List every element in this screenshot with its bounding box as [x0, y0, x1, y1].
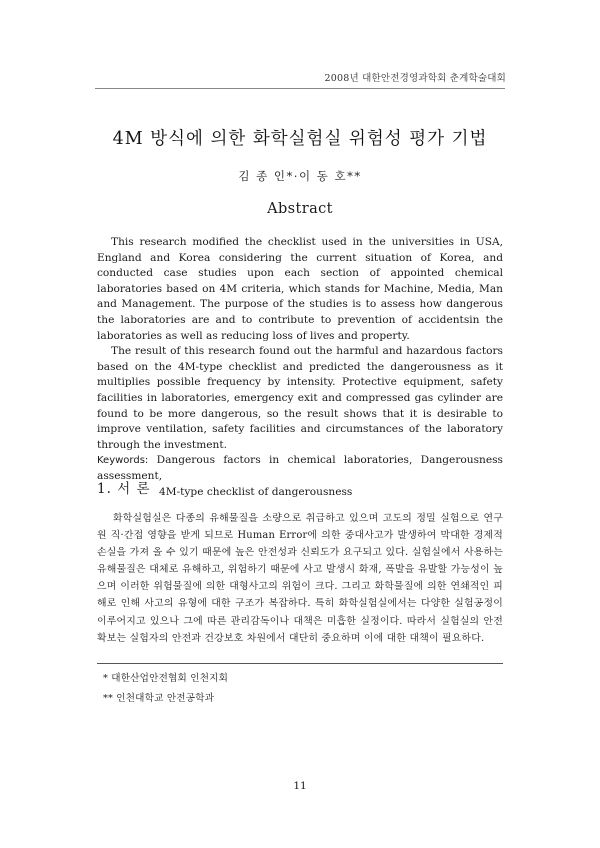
- abstract-heading: Abstract: [267, 201, 333, 217]
- author-line: 김 종 인*·이 동 호**: [238, 169, 362, 183]
- footnote-2: ** 인천대학교 안전공학과: [103, 693, 215, 704]
- introduction-paragraph: 화학실험실은 다종의 유해물질을 소량으로 취급하고 있으며 고도의 정밀 실험으로 연구원 직·간접 영향을 받게 되므로 Human Error에 의한 중대사고가 발생하여 막대한 경제적 손실을 가져 올 수 있기 때문에 높은 안전성과 신뢰도가 요구되고 있다. 실험실에서 사용하는 유해물질은 대체로 유해하고, 위험하기 때문에 사고 발생시 화재, 폭발을 유발할 가능성이 높으며 이러한 위험물질에 의한 대형사고의 위험이 크다. 그리고 화학물질에 의한 연쇄적인 피해로 인해 사고의 유형에 대한 구조가 복잡하다. 특히 화학실험실에서는 다양한 실험공정이 이루어지고 있으나 그에 따른 관리감독이나 대책은 미흡한 실정이다. 따라서 실험실의 안전 확보는 실험자의 안전과 건강보호 차원에서 대단히 중요하며 이에 대한 대책이 필요하다.: [97, 513, 503, 644]
- header-rule: [95, 88, 505, 89]
- abstract-paragraph-1: This research modified the checklist used in the universities in USA, England and Korea considering the current situation of Korea, and conducted case studies upon each section of appointed chemical laboratories based on 4M criteria, which stands for Machine, Media, Man and Management. The purpose of the studies is to assess how dangerous the laboratories are and to contribute to prevention of accidentsin the laboratories as well as reducing loss of lives and property.: [97, 236, 503, 342]
- page-number: 11: [293, 780, 307, 792]
- keywords-line-1: Dangerous factors in chemical laboratories, Dangerousness assessment,: [97, 454, 503, 482]
- introduction-body: [97, 510, 503, 647]
- footnote-rule: [97, 663, 503, 664]
- footnote-1: * 대한산업안전협회 인천지회: [103, 673, 229, 684]
- keywords-line-2: 4M-type checklist of dangerousness: [159, 485, 353, 498]
- abstract-body: [97, 235, 503, 500]
- abstract-paragraph-2: The result of this research found out the harmful and hazardous factors based on the 4M-type checklist and predicted the dangerousness as it multiplies possible frequency by intensity. Protective equipment, safety facilities in laboratories, emergency exit and compressed gas cylinder are found to be more dangerous, so the result shows that it is desirable to improve ventilation, safety facilities and circumstances of the laboratory through the investment.: [97, 345, 503, 451]
- keywords-label: Keywords:: [97, 455, 149, 467]
- paper-title: 4M 방식에 의한 화학실험실 위험성 평가 기법: [112, 129, 488, 149]
- section-heading-introduction: 1. 서 론: [97, 481, 151, 497]
- keywords: [97, 453, 503, 500]
- running-header: 2008년 대한안전경영과학회 춘계학술대회: [324, 73, 506, 84]
